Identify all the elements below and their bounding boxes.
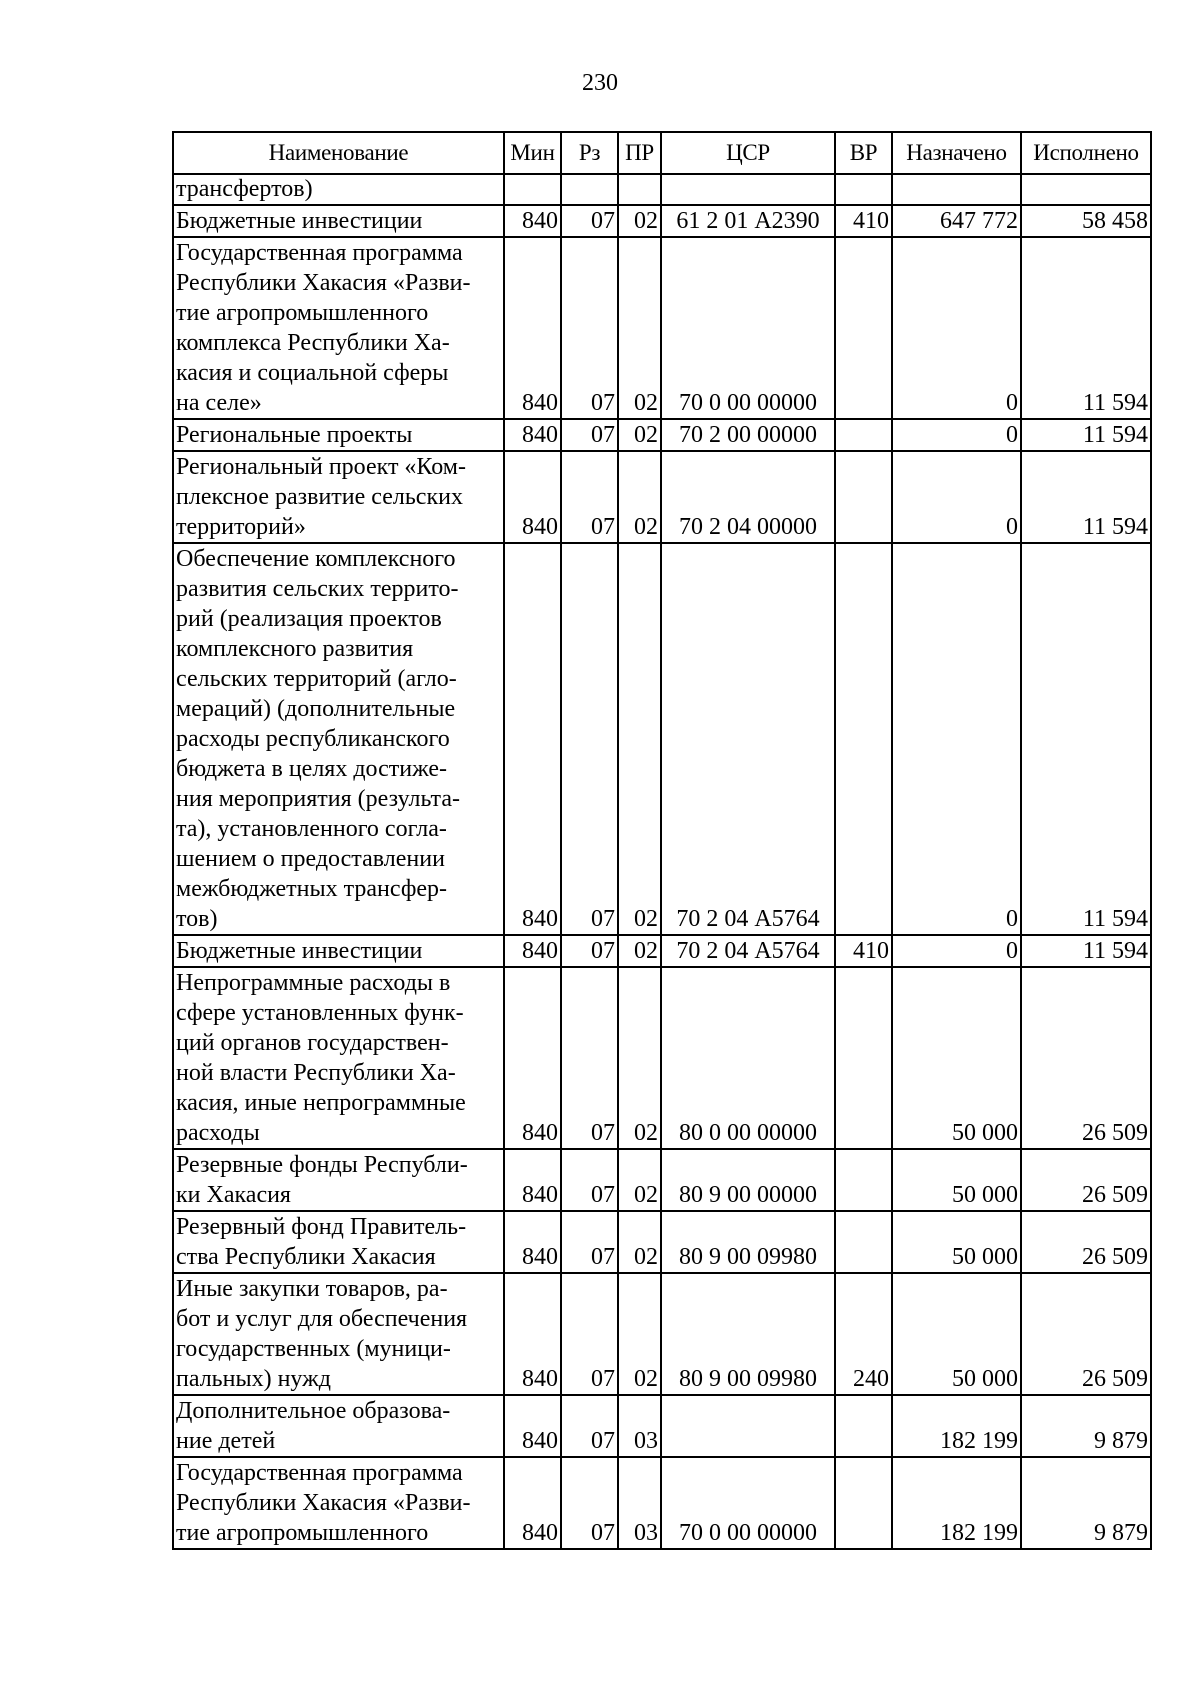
cell-name bbox=[173, 543, 504, 935]
table-row bbox=[173, 1457, 1151, 1549]
cell-name-line: государственных (муници- bbox=[176, 1336, 451, 1362]
cell-name-line: территорий» bbox=[176, 514, 306, 540]
cell-rz: 07 bbox=[561, 935, 618, 967]
cell-vr: 240 bbox=[835, 1273, 892, 1395]
cell-name-line: трансфертов) bbox=[176, 176, 313, 202]
header-executed: Исполнено bbox=[1021, 132, 1151, 174]
cell-csr: 70 0 00 00000 bbox=[661, 237, 835, 419]
cell-rz: 07 bbox=[561, 1457, 618, 1549]
page-number: 230 bbox=[582, 70, 618, 96]
cell-name-line: пальных) нужд bbox=[176, 1366, 331, 1392]
cell-csr: 70 2 04 А5764 bbox=[661, 935, 835, 967]
cell-pr: 02 bbox=[618, 419, 661, 451]
cell-min bbox=[504, 174, 561, 205]
cell-name-line: комплекса Республики Ха- bbox=[176, 330, 450, 356]
cell-name-line: тие агропромышленного bbox=[176, 1520, 429, 1546]
table-row bbox=[173, 174, 1151, 205]
cell-assigned: 647 772 bbox=[892, 205, 1021, 237]
cell-pr: 02 bbox=[618, 935, 661, 967]
table-row bbox=[173, 1273, 1151, 1395]
table-row bbox=[173, 419, 1151, 451]
cell-name-line: комплексного развития bbox=[176, 636, 414, 662]
cell-csr: 70 0 00 00000 bbox=[661, 1457, 835, 1549]
cell-name bbox=[173, 1211, 504, 1273]
cell-csr: 80 9 00 09980 bbox=[661, 1273, 835, 1395]
cell-name bbox=[173, 451, 504, 543]
cell-name-line: та), установленного согла- bbox=[176, 816, 447, 842]
cell-name-line: Дополнительное образова- bbox=[176, 1398, 451, 1424]
cell-pr: 03 bbox=[618, 1457, 661, 1549]
cell-name bbox=[173, 1395, 504, 1457]
cell-min: 840 bbox=[504, 967, 561, 1149]
cell-name-line: ства Республики Хакасия bbox=[176, 1244, 436, 1270]
cell-executed: 9 879 bbox=[1021, 1395, 1151, 1457]
cell-name-line: ние детей bbox=[176, 1428, 276, 1454]
cell-min: 840 bbox=[504, 1211, 561, 1273]
cell-name-line: Иные закупки товаров, ра- bbox=[176, 1276, 448, 1302]
cell-min: 840 bbox=[504, 1395, 561, 1457]
cell-assigned: 0 bbox=[892, 543, 1021, 935]
cell-vr bbox=[835, 1211, 892, 1273]
cell-name-line: Республики Хакасия «Разви- bbox=[176, 1490, 471, 1516]
cell-assigned: 50 000 bbox=[892, 1149, 1021, 1211]
cell-vr bbox=[835, 451, 892, 543]
cell-rz: 07 bbox=[561, 205, 618, 237]
cell-vr bbox=[835, 967, 892, 1149]
table-row bbox=[173, 237, 1151, 419]
cell-rz: 07 bbox=[561, 451, 618, 543]
cell-executed: 11 594 bbox=[1021, 237, 1151, 419]
header-row bbox=[173, 132, 1151, 174]
table-row bbox=[173, 935, 1151, 967]
cell-min: 840 bbox=[504, 1457, 561, 1549]
budget-table bbox=[172, 131, 1152, 1550]
header-assigned: Назначено bbox=[892, 132, 1021, 174]
cell-assigned: 0 bbox=[892, 451, 1021, 543]
cell-executed: 26 509 bbox=[1021, 1273, 1151, 1395]
cell-name-line: Непрограммные расходы в bbox=[176, 970, 451, 996]
cell-name bbox=[173, 419, 504, 451]
cell-name-line: тов) bbox=[176, 906, 218, 932]
cell-min: 840 bbox=[504, 451, 561, 543]
cell-name-line: Бюджетные инвестиции bbox=[176, 208, 423, 234]
cell-rz: 07 bbox=[561, 419, 618, 451]
header-min: Мин bbox=[504, 132, 561, 174]
cell-name-line: межбюджетных трансфер- bbox=[176, 876, 448, 902]
cell-executed: 11 594 bbox=[1021, 419, 1151, 451]
table-body bbox=[173, 174, 1151, 1549]
cell-rz: 07 bbox=[561, 967, 618, 1149]
cell-vr bbox=[835, 237, 892, 419]
cell-min: 840 bbox=[504, 419, 561, 451]
cell-assigned: 182 199 bbox=[892, 1457, 1021, 1549]
cell-executed: 11 594 bbox=[1021, 935, 1151, 967]
cell-assigned: 50 000 bbox=[892, 1273, 1021, 1395]
cell-vr bbox=[835, 1457, 892, 1549]
cell-name-line: мераций) (дополнительные bbox=[176, 696, 456, 722]
cell-vr: 410 bbox=[835, 935, 892, 967]
cell-pr: 02 bbox=[618, 205, 661, 237]
cell-name-line: Резервный фонд Правитель- bbox=[176, 1214, 467, 1240]
cell-name-line: шением о предоставлении bbox=[176, 846, 445, 872]
table-row bbox=[173, 205, 1151, 237]
cell-pr: 02 bbox=[618, 237, 661, 419]
table-row bbox=[173, 543, 1151, 935]
cell-pr: 03 bbox=[618, 1395, 661, 1457]
cell-assigned: 182 199 bbox=[892, 1395, 1021, 1457]
table-row bbox=[173, 1211, 1151, 1273]
cell-assigned: 0 bbox=[892, 419, 1021, 451]
cell-name-line: ки Хакасия bbox=[176, 1182, 291, 1208]
cell-name-line: Региональные проекты bbox=[176, 422, 413, 448]
cell-name bbox=[173, 205, 504, 237]
cell-vr bbox=[835, 419, 892, 451]
table-row bbox=[173, 1395, 1151, 1457]
cell-name bbox=[173, 1149, 504, 1211]
cell-name-line: расходы республиканского bbox=[176, 726, 450, 752]
cell-name-line: ния мероприятия (результа- bbox=[176, 786, 460, 812]
cell-pr: 02 bbox=[618, 543, 661, 935]
cell-pr: 02 bbox=[618, 1273, 661, 1395]
cell-assigned: 50 000 bbox=[892, 1211, 1021, 1273]
cell-name-line: касия и социальной сферы bbox=[176, 360, 449, 386]
cell-name bbox=[173, 174, 504, 205]
cell-name-line: рий (реализация проектов bbox=[176, 606, 442, 632]
cell-csr: 70 2 04 А5764 bbox=[661, 543, 835, 935]
cell-vr bbox=[835, 1395, 892, 1457]
cell-vr bbox=[835, 543, 892, 935]
cell-name bbox=[173, 237, 504, 419]
cell-assigned bbox=[892, 174, 1021, 205]
cell-name bbox=[173, 935, 504, 967]
cell-csr: 80 9 00 09980 bbox=[661, 1211, 835, 1273]
cell-csr: 80 9 00 00000 bbox=[661, 1149, 835, 1211]
cell-pr bbox=[618, 174, 661, 205]
cell-name-line: на селе» bbox=[176, 390, 262, 416]
header-pr: ПР bbox=[618, 132, 661, 174]
header-name: Наименование bbox=[173, 132, 504, 174]
cell-rz: 07 bbox=[561, 1395, 618, 1457]
cell-csr: 70 2 04 00000 bbox=[661, 451, 835, 543]
cell-rz: 07 bbox=[561, 237, 618, 419]
cell-executed: 11 594 bbox=[1021, 451, 1151, 543]
cell-rz: 07 bbox=[561, 1211, 618, 1273]
cell-assigned: 0 bbox=[892, 237, 1021, 419]
cell-executed: 26 509 bbox=[1021, 1211, 1151, 1273]
cell-min: 840 bbox=[504, 237, 561, 419]
header-rz: Рз bbox=[561, 132, 618, 174]
cell-name-line: Резервные фонды Республи- bbox=[176, 1152, 468, 1178]
cell-executed: 9 879 bbox=[1021, 1457, 1151, 1549]
header-vr: ВР bbox=[835, 132, 892, 174]
cell-vr bbox=[835, 1149, 892, 1211]
cell-assigned: 50 000 bbox=[892, 967, 1021, 1149]
cell-csr bbox=[661, 1395, 835, 1457]
cell-name-line: бюджета в целях достиже- bbox=[176, 756, 448, 782]
cell-name-line: сфере установленных функ- bbox=[176, 1000, 464, 1026]
cell-name-line: сельских территорий (агло- bbox=[176, 666, 457, 692]
cell-name bbox=[173, 967, 504, 1149]
cell-vr bbox=[835, 174, 892, 205]
cell-name-line: касия, иные непрограммные bbox=[176, 1090, 466, 1116]
cell-name-line: развития сельских террито- bbox=[176, 576, 459, 602]
cell-min: 840 bbox=[504, 935, 561, 967]
cell-rz: 07 bbox=[561, 1149, 618, 1211]
cell-executed: 26 509 bbox=[1021, 1149, 1151, 1211]
cell-min: 840 bbox=[504, 543, 561, 935]
cell-name-line: Обеспечение комплексного bbox=[176, 546, 456, 572]
cell-pr: 02 bbox=[618, 1149, 661, 1211]
cell-csr: 61 2 01 А2390 bbox=[661, 205, 835, 237]
cell-csr: 70 2 00 00000 bbox=[661, 419, 835, 451]
cell-name-line: тие агропромышленного bbox=[176, 300, 429, 326]
cell-name-line: Государственная программа bbox=[176, 1460, 463, 1486]
cell-executed bbox=[1021, 174, 1151, 205]
cell-name-line: ной власти Республики Ха- bbox=[176, 1060, 456, 1086]
cell-name-line: плексное развитие сельских bbox=[176, 484, 463, 510]
cell-executed: 26 509 bbox=[1021, 967, 1151, 1149]
cell-min: 840 bbox=[504, 1149, 561, 1211]
cell-csr: 80 0 00 00000 bbox=[661, 967, 835, 1149]
cell-min: 840 bbox=[504, 205, 561, 237]
cell-name bbox=[173, 1457, 504, 1549]
table-row bbox=[173, 1149, 1151, 1211]
cell-name-line: Республики Хакасия «Разви- bbox=[176, 270, 471, 296]
header-csr: ЦСР bbox=[661, 132, 835, 174]
cell-csr bbox=[661, 174, 835, 205]
cell-rz bbox=[561, 174, 618, 205]
cell-name-line: ций органов государствен- bbox=[176, 1030, 449, 1056]
cell-name-line: бот и услуг для обеспечения bbox=[176, 1306, 468, 1332]
cell-vr: 410 bbox=[835, 205, 892, 237]
cell-name-line: расходы bbox=[176, 1120, 260, 1146]
cell-name bbox=[173, 1273, 504, 1395]
cell-pr: 02 bbox=[618, 451, 661, 543]
cell-executed: 58 458 bbox=[1021, 205, 1151, 237]
cell-assigned: 0 bbox=[892, 935, 1021, 967]
table-row bbox=[173, 451, 1151, 543]
table-row bbox=[173, 967, 1151, 1149]
cell-pr: 02 bbox=[618, 967, 661, 1149]
cell-rz: 07 bbox=[561, 543, 618, 935]
cell-executed: 11 594 bbox=[1021, 543, 1151, 935]
cell-name-line: Бюджетные инвестиции bbox=[176, 938, 423, 964]
cell-min: 840 bbox=[504, 1273, 561, 1395]
cell-name-line: Государственная программа bbox=[176, 240, 463, 266]
cell-rz: 07 bbox=[561, 1273, 618, 1395]
cell-name-line: Региональный проект «Ком- bbox=[176, 454, 466, 480]
cell-pr: 02 bbox=[618, 1211, 661, 1273]
